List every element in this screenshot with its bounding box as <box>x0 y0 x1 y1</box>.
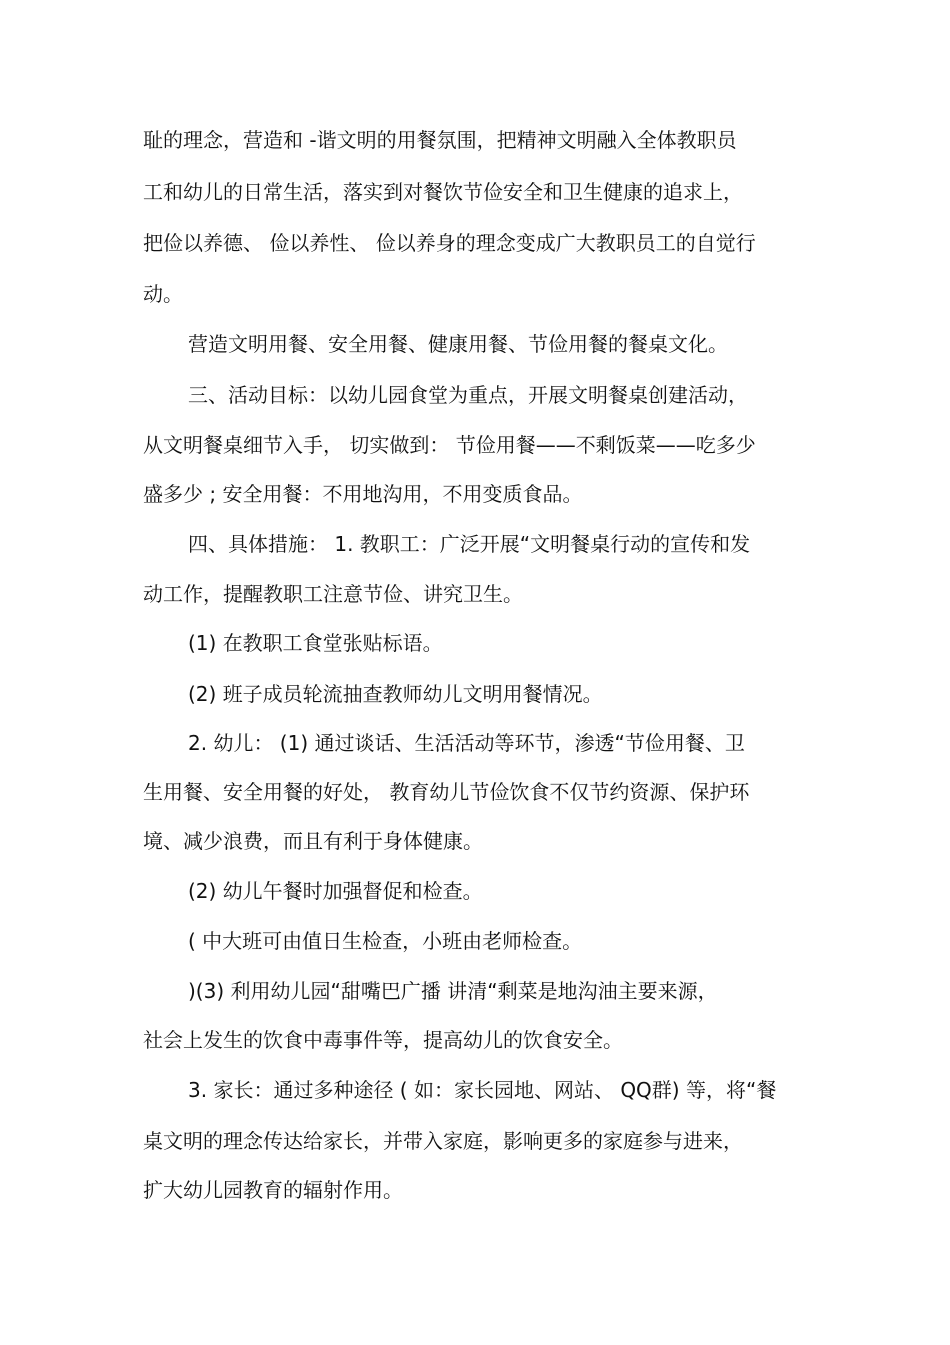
text-line: 耻的理念，营造和 -谐文明的用餐氛围，把精神文明融入全体教职员 <box>143 128 737 152</box>
text-line: 桌文明的理念传达给家长，并带入家庭，影响更多的家庭参与进来， <box>143 1129 743 1153</box>
text-line: 社会上发生的饮食中毒事件等，提高幼儿的饮食安全。 <box>143 1028 623 1052</box>
text-line: (2) 幼儿午餐时加强督促和检查。 <box>188 879 483 903</box>
text-line: 动工作，提醒教职工注意节俭、讲究卫生。 <box>143 582 523 606</box>
text-line: 生用餐、安全用餐的好处， 教育幼儿节俭饮食不仅节约资源、保护环 <box>143 780 750 804</box>
text-line: 四、具体措施： 1. 教职工：广泛开展“文明餐桌行动的宣传和发 <box>188 532 751 556</box>
text-line: )(3) 利用幼儿园“甜嘴巴广播 讲清“剩菜是地沟油主要来源， <box>188 979 718 1003</box>
text-line: 2. 幼儿： (1) 通过谈话、生活活动等环节，渗透“节俭用餐、卫 <box>188 731 745 755</box>
text-line: 把俭以养德、 俭以养性、 俭以养身的理念变成广大教职员工的自觉行 <box>143 231 756 255</box>
text-line: ( 中大班可由值日生检查，小班由老师检查。 <box>188 929 583 953</box>
text-line: 工和幼儿的日常生活，落实到对餐饮节俭安全和卫生健康的追求上， <box>143 180 743 204</box>
text-line: (1) 在教职工食堂张贴标语。 <box>188 631 443 655</box>
text-line: 三、活动目标：以幼儿园食堂为重点，开展文明餐桌创建活动， <box>188 383 748 407</box>
text-line: 扩大幼儿园教育的辐射作用。 <box>143 1178 403 1202</box>
text-line: 盛多少 ; 安全用餐：不用地沟用，不用变质食品。 <box>143 482 583 506</box>
text-line: (2) 班子成员轮流抽查教师幼儿文明用餐情况。 <box>188 682 603 706</box>
text-line: 3. 家长：通过多种途径 ( 如：家长园地、网站、 QQ群) 等，将“餐 <box>188 1078 777 1102</box>
text-line: 境、减少浪费，而且有利于身体健康。 <box>143 829 483 853</box>
text-line: 营造文明用餐、安全用餐、健康用餐、节俭用餐的餐桌文化。 <box>188 332 728 356</box>
text-line: 动。 <box>143 282 183 306</box>
text-line: 从文明餐桌细节入手， 切实做到： 节俭用餐——不剩饭菜——吃多少 <box>143 433 756 457</box>
